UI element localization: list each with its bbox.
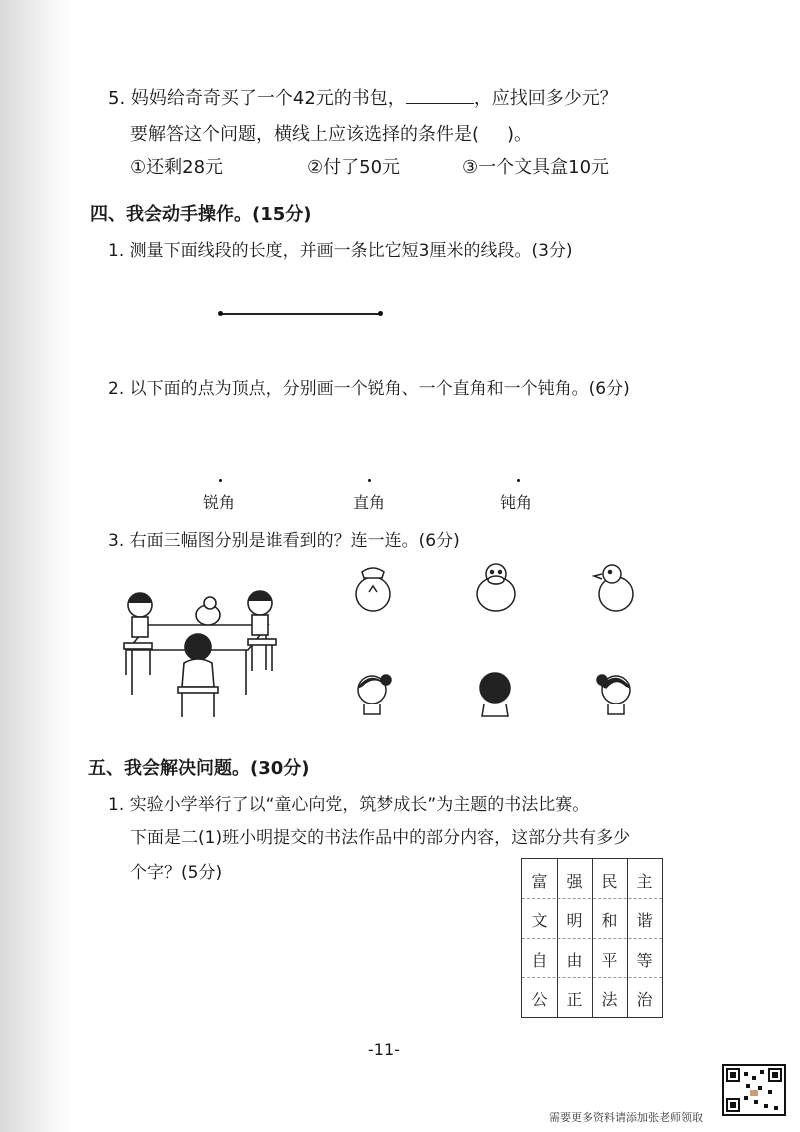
segment-endpoint-left [218, 311, 223, 316]
qr-code-icon [722, 1064, 786, 1116]
char-cell: 富 [531, 872, 548, 891]
char-cell: 自 [531, 951, 548, 970]
vertex-obtuse[interactable] [517, 479, 520, 482]
char-cell: 谐 [636, 911, 653, 930]
duck-side-view [590, 560, 638, 614]
s4-q2: 2. 以下面的点为顶点，分别画一个锐角、一个直角和一个钝角。(6分) [108, 379, 630, 399]
girl-head-right-view [594, 668, 636, 716]
q5-question-end: )。 [507, 124, 533, 145]
vertex-acute[interactable] [219, 479, 222, 482]
duck-top-front-view [470, 560, 522, 614]
boy-head-back-view [474, 668, 516, 718]
char-cell: 等 [636, 951, 653, 970]
char-cell: 法 [601, 990, 618, 1009]
char-cell: 由 [566, 951, 583, 970]
q5-line2 [130, 120, 532, 146]
girl-head-left-view [352, 668, 394, 716]
char-cell: 明 [566, 911, 583, 930]
s4-q1: 1. 测量下面线段的长度，并画一条比它短3厘米的线段。(3分) [108, 241, 573, 261]
s5-q1-line2: 下面是二(1)班小明提交的书法作品中的部分内容，这部分共有多少 [130, 828, 631, 848]
q5-text-a: 5. 妈妈给奇奇买了一个42元的书包， [108, 88, 406, 109]
char-cell: 民 [601, 872, 618, 891]
measure-segment [221, 313, 381, 315]
char-cell: 文 [531, 911, 548, 930]
q5-option-1: ①还剩28元 [130, 157, 224, 178]
char-cell: 治 [636, 990, 653, 1009]
s5-q1-line3: 个字？(5分) [130, 863, 223, 883]
q5-line1 [108, 84, 618, 110]
q5-blank[interactable] [406, 102, 474, 104]
char-cell: 强 [566, 872, 583, 891]
footer-note: 需要更多资料请添加张老师领取 [549, 1111, 703, 1124]
char-cell: 主 [636, 872, 653, 891]
q5-question: 要解答这个问题，横线上应该选择的条件是( [130, 124, 480, 145]
angle-label-right: 直角 [353, 493, 386, 512]
section5-title: 五、我会解决问题。(30分) [88, 758, 310, 779]
vertex-right[interactable] [368, 479, 371, 482]
char-cell: 平 [601, 951, 618, 970]
char-cell: 和 [601, 911, 618, 930]
calligraphy-grid [521, 858, 663, 1018]
angle-label-acute: 锐角 [203, 493, 236, 512]
s4-q3: 3. 右面三幅图分别是谁看到的？连一连。(6分) [108, 531, 460, 551]
duck-front-view [350, 562, 396, 614]
page-edge-shadow [0, 0, 70, 1132]
char-cell: 正 [566, 990, 583, 1009]
page-number: -11- [368, 1040, 400, 1059]
char-cell: 公 [531, 990, 548, 1009]
q5-option-3: ③一个文具盒10元 [462, 157, 610, 178]
segment-endpoint-right [378, 311, 383, 316]
q5-text-b: ，应找回多少元？ [473, 88, 618, 109]
q5-option-2: ②付了50元 [307, 157, 401, 178]
angle-label-obtuse: 钝角 [500, 493, 533, 512]
s5-q1-line1: 1. 实验小学举行了以“童心向党，筑梦成长”为主题的书法比赛。 [108, 795, 590, 815]
section4-title: 四、我会动手操作。(15分) [90, 204, 312, 225]
table-scene-illustration [118, 575, 288, 725]
